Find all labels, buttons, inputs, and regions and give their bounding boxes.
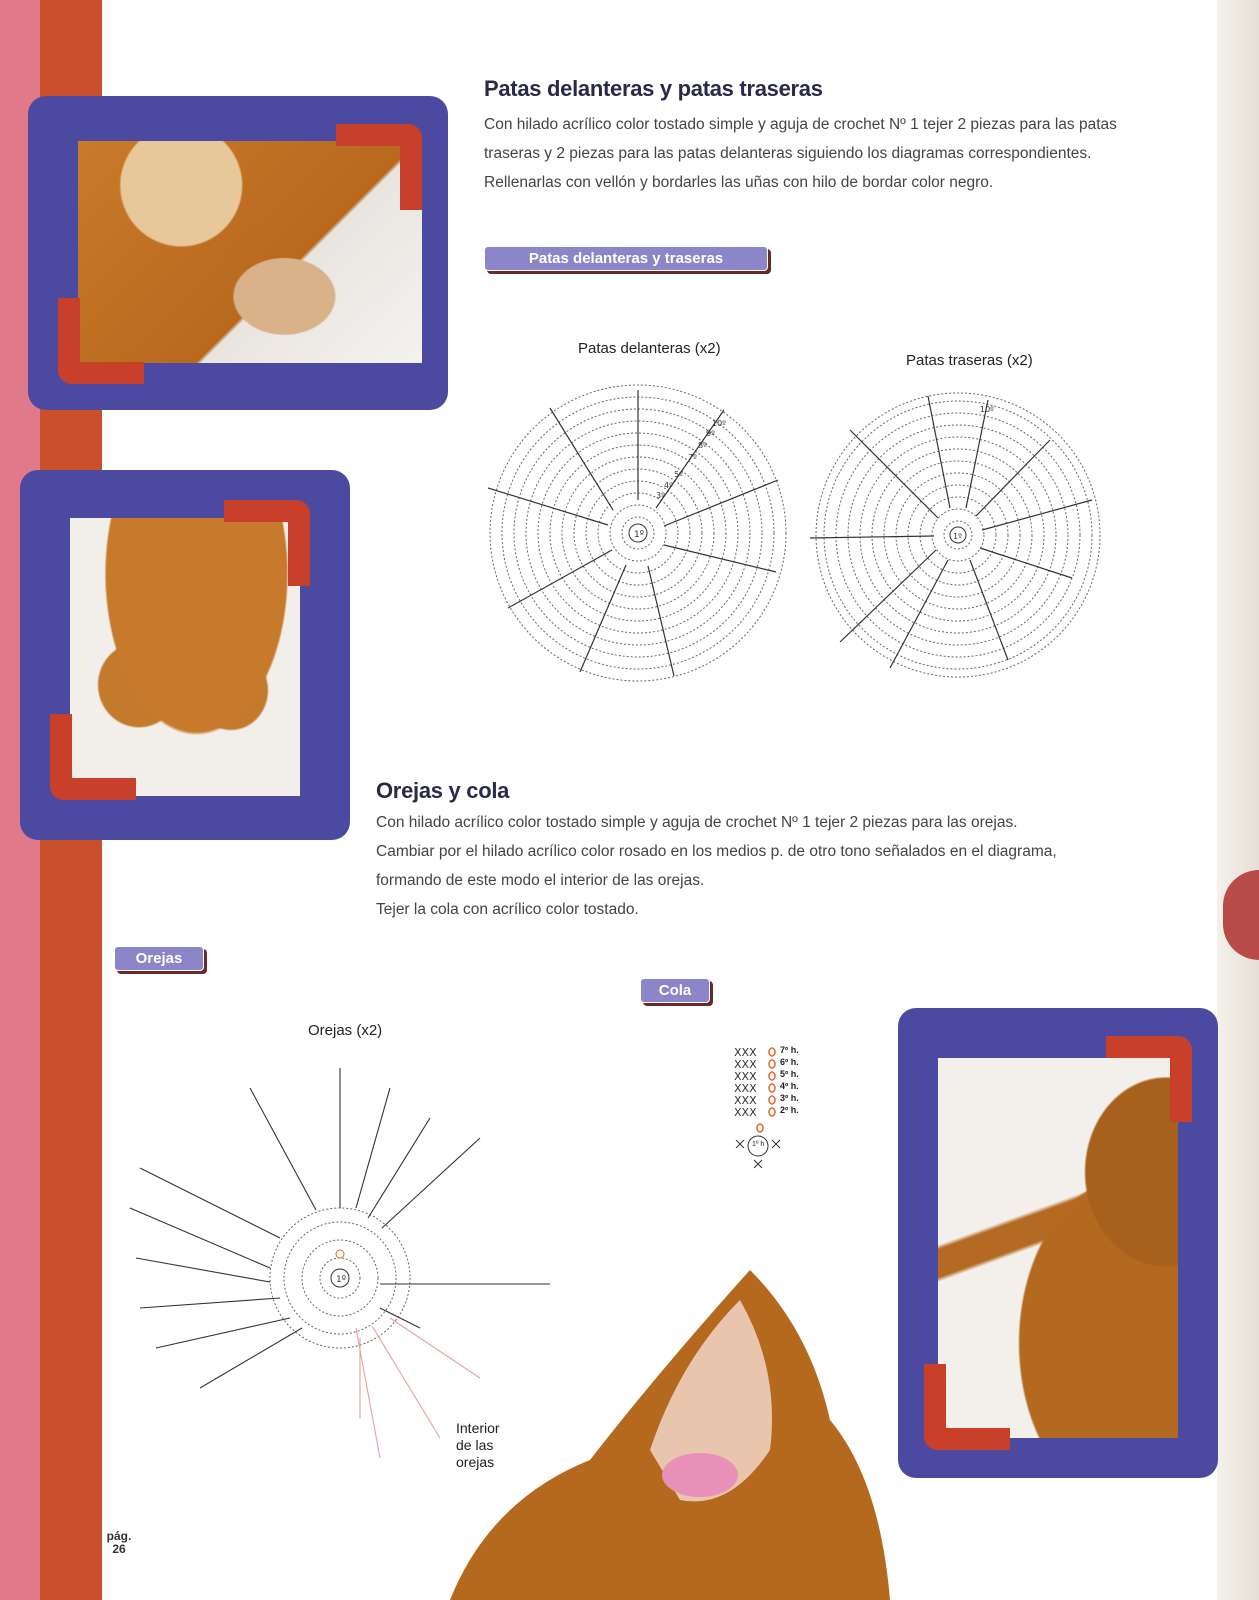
label-interior-3: orejas <box>456 1454 495 1470</box>
svg-text:XXX: XXX <box>734 1106 757 1119</box>
tag-orejas: Orejas <box>114 946 204 971</box>
svg-text:3º: 3º <box>656 491 665 500</box>
photo-corner <box>1106 1036 1192 1122</box>
svg-text:1º: 1º <box>953 532 962 541</box>
diagram-patas-delanteras <box>488 380 798 690</box>
cola-row-6: 6º h. <box>780 1057 799 1067</box>
cola-row-2: 2º h. <box>780 1105 799 1115</box>
cola-row-3: 3º h. <box>780 1093 799 1103</box>
section-body-line-1: Con hilado acrílico color tostado simple y aguja de crochet Nº 1 tejer 2 piezas para las orejas. <box>376 814 1018 831</box>
svg-text:XXX: XXX <box>734 1046 757 1059</box>
svg-text:5º: 5º <box>674 470 683 479</box>
photo-corner <box>58 298 144 384</box>
svg-text:10º: 10º <box>980 405 994 414</box>
svg-text:1º: 1º <box>336 1275 346 1285</box>
svg-text:9º: 9º <box>706 429 715 438</box>
page-prefix: pág. <box>106 1529 132 1543</box>
section-body-line-4: Tejer la cola con acrílico color tostado. <box>376 901 639 918</box>
next-page-edge <box>1217 0 1259 1600</box>
page-num: 26 <box>112 1542 126 1556</box>
section-body-line-3: formando de este modo el interior de las orejas. <box>376 872 705 889</box>
label-interior-2: de las <box>456 1437 494 1453</box>
section-body-patas: Con hilado acrílico color tostado simple y aguja de crochet Nº 1 tejer 2 piezas para las patas traseras y 2 piezas para las patas delanteras siguiendo los diagramas correspondientes. Rellenarlas con vellón y bordarles las uñas con hilo de bordar color negro. <box>484 116 1117 191</box>
tag-cola: Cola <box>640 978 710 1003</box>
section-body-line-2: Cambiar por el hilado acrílico color rosado en los medios p. de otro tono señalados en el diagrama, <box>376 843 1057 860</box>
label-orejas: Orejas (x2) <box>308 1022 383 1039</box>
section-title-orejas: Orejas y cola <box>376 778 510 803</box>
photo-corner <box>924 1364 1010 1450</box>
photo-corner <box>224 500 310 586</box>
label-patas-traseras: Patas traseras (x2) <box>906 352 1033 369</box>
svg-text:XXX: XXX <box>734 1082 757 1095</box>
svg-text:XXX: XXX <box>734 1094 757 1107</box>
label-patas-delanteras: Patas delanteras (x2) <box>578 340 721 357</box>
photo-frame-tail <box>898 1008 1218 1478</box>
label-interior-1: Interior <box>456 1420 500 1436</box>
svg-text:XXX: XXX <box>734 1058 757 1071</box>
svg-text:10º: 10º <box>712 419 726 428</box>
section-title-patas: Patas delanteras y patas traseras <box>484 76 823 101</box>
cola-start: 1º h <box>752 1141 765 1148</box>
svg-text:1º: 1º <box>634 530 644 540</box>
photo-frame-back-legs <box>20 470 350 840</box>
photo-corner <box>336 124 422 210</box>
svg-text:XXX: XXX <box>734 1070 757 1083</box>
cola-row-5: 5º h. <box>780 1069 799 1079</box>
diagram-patas-traseras <box>810 390 1110 690</box>
page-number <box>104 1530 134 1556</box>
cola-row-4: 4º h. <box>780 1081 799 1091</box>
svg-text:4º: 4º <box>664 481 673 490</box>
cola-row-7: 7º h. <box>780 1045 799 1055</box>
photo-frame-front-legs <box>28 96 448 410</box>
svg-text:8º: 8º <box>698 441 707 450</box>
diagram-orejas <box>120 1058 560 1478</box>
photo-corner <box>50 714 136 800</box>
svg-text:7º: 7º <box>688 453 697 462</box>
tag-patas: Patas delanteras y traseras <box>484 246 768 271</box>
